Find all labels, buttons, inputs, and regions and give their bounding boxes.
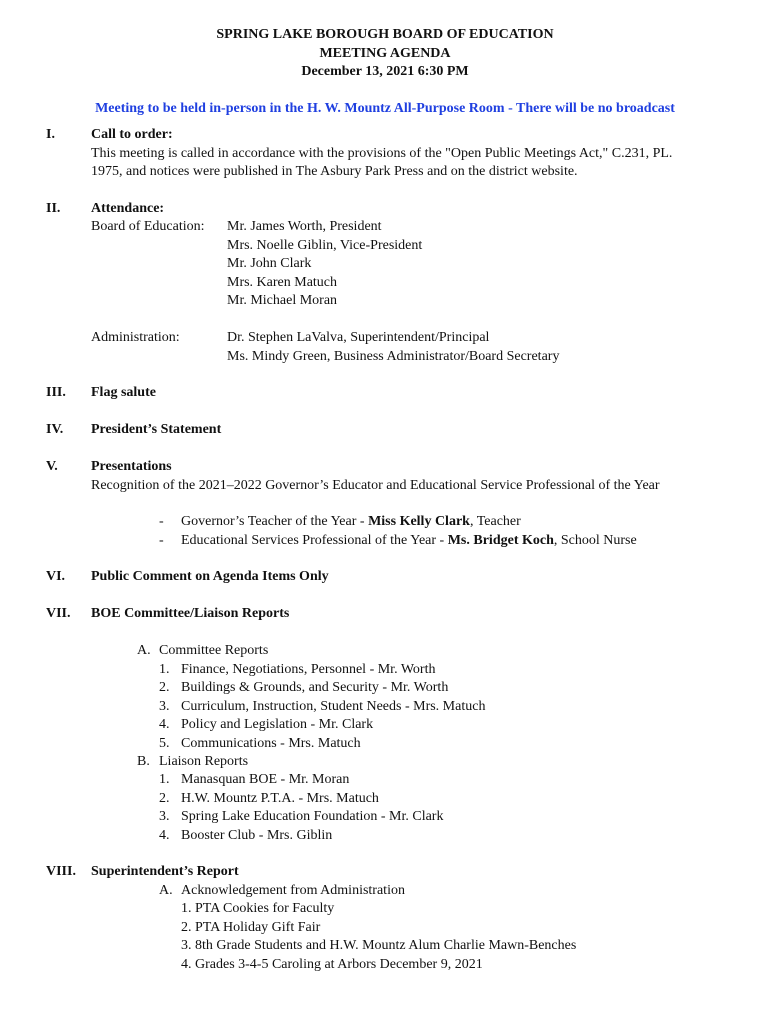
section-1-number: I. [46, 127, 55, 142]
board-of-education-label: Board of Education: [91, 219, 205, 234]
section-7-title: BOE Committee/Liaison Reports [91, 606, 290, 621]
administrator: Dr. Stephen LaValva, Superintendent/Principal [227, 330, 490, 345]
section-1-title: Call to order: [91, 127, 173, 142]
section-2-number: II. [46, 200, 61, 216]
committee-report-item: Curriculum, Instruction, Student Needs - Mrs. Matuch [181, 698, 486, 714]
section-5-title: Presentations [91, 459, 172, 474]
subsection-a-label: A. [137, 643, 151, 658]
list-number: 1. [159, 772, 170, 787]
committee-report-item: Finance, Negotiations, Personnel - Mr. Worth [181, 661, 436, 677]
header-date: December 13, 2021 6:30 PM [301, 64, 469, 79]
section-8-title: Superintendent’s Report [91, 864, 239, 879]
list-number: 4. [159, 717, 170, 732]
board-member: Mrs. Karen Matuch [227, 274, 338, 290]
section-3-title: Flag salute [91, 385, 156, 400]
liaison-report-item: Booster Club - Mrs. Giblin [181, 827, 333, 843]
presentation-item-prefix: Educational Services Professional of the Year - [181, 532, 448, 548]
section-2-title: Attendance: [91, 200, 165, 216]
honoree-name: Miss Kelly Clark [368, 514, 470, 529]
board-member: Mrs. Noelle Giblin, Vice-President [227, 237, 423, 253]
subsection-b-label: B. [137, 754, 150, 769]
header-board-name: SPRING LAKE BOROUGH BOARD OF EDUCATION [216, 27, 554, 42]
section-1-body-line-1: This meeting is called in accordance with the provisions of the "Open Public Meetings Act," C.231, PL. [91, 145, 673, 161]
board-member: Mr. John Clark [227, 256, 312, 271]
section-1-body-line-2: 1975, and notices were published in The Asbury Park Press and on the district website. [91, 164, 578, 179]
section-4-title: President’s Statement [91, 422, 222, 437]
honoree-role: , School Nurse [553, 532, 637, 548]
acknowledgement-item: 1. PTA Cookies for Faculty [181, 901, 335, 916]
committee-report-item: Buildings & Grounds, and Security - Mr. Worth [181, 680, 449, 695]
subsection-a-label: A. [159, 882, 173, 898]
list-dash: - [159, 532, 164, 548]
list-number: 5. [159, 735, 170, 751]
list-dash: - [159, 514, 164, 529]
section-6-number: VI. [46, 569, 66, 584]
section-4-number: IV. [46, 422, 64, 437]
liaison-report-item: H.W. Mountz P.T.A. - Mrs. Matuch [181, 790, 379, 806]
list-number: 3. [159, 698, 170, 714]
honoree-role: , Teacher [469, 514, 521, 529]
meeting-notice: Meeting to be held in-person in the H. W. Mountz All-Purpose Room - There will be no broadcast [95, 101, 675, 116]
acknowledgement-title: Acknowledgement from Administration [181, 882, 405, 898]
honoree-name: Ms. Bridget Koch [447, 532, 554, 548]
board-member: Mr. James Worth, President [227, 219, 382, 234]
administrator: Ms. Mindy Green, Business Administrator/Board Secretary [227, 348, 560, 364]
liaison-report-item: Spring Lake Education Foundation - Mr. Clark [181, 809, 444, 824]
header-meeting-agenda: MEETING AGENDA [319, 45, 451, 61]
list-number: 2. [159, 790, 170, 806]
presentation-item-prefix: Governor’s Teacher of the Year - [181, 514, 369, 529]
acknowledgement-item: 4. Grades 3-4-5 Caroling at Arbors December 9, 2021 [181, 956, 483, 972]
section-6-title: Public Comment on Agenda Items Only [91, 569, 329, 584]
liaison-reports-title: Liaison Reports [159, 754, 249, 769]
committee-reports-title: Committee Reports [159, 643, 269, 658]
administration-label: Administration: [91, 330, 180, 345]
board-member: Mr. Michael Moran [227, 293, 338, 308]
section-5-number: V. [46, 459, 58, 474]
list-number: 1. [159, 661, 170, 677]
section-7-number: VII. [46, 606, 71, 621]
list-number: 2. [159, 680, 170, 695]
section-8-number: VIII. [46, 864, 76, 879]
list-number: 4. [159, 827, 170, 843]
acknowledgement-item: 3. 8th Grade Students and H.W. Mountz Alum Charlie Mawn-Benches [181, 938, 577, 953]
committee-report-item: Policy and Legislation - Mr. Clark [181, 717, 374, 732]
committee-report-item: Communications - Mrs. Matuch [181, 735, 361, 751]
list-number: 3. [159, 809, 170, 824]
presentation-item-2 [181, 532, 637, 551]
presentation-item-1 [181, 513, 521, 532]
section-3-number: III. [46, 385, 66, 400]
section-5-body: Recognition of the 2021–2022 Governor’s Educator and Educational Service Professional of the Year [91, 477, 660, 493]
liaison-report-item: Manasquan BOE - Mr. Moran [181, 772, 350, 787]
acknowledgement-item: 2. PTA Holiday Gift Fair [181, 919, 321, 935]
